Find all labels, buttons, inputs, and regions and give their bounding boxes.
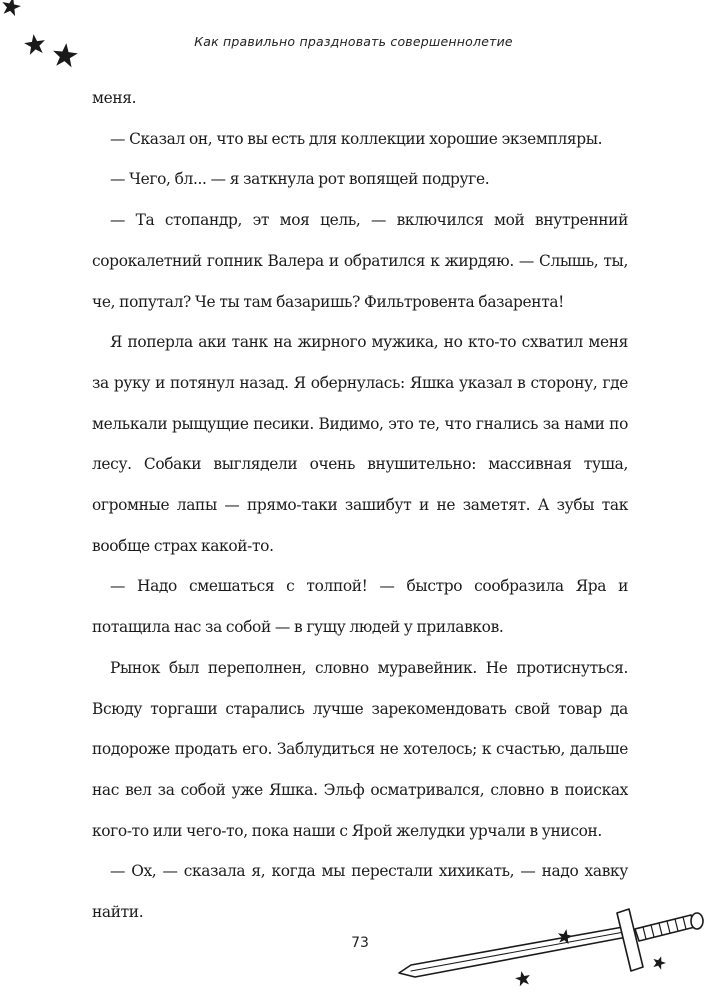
paragraph: — Ох, — сказала я, когда мы перестали хихикать, — надо хавку найти. [92,862,628,922]
paragraph: — Чего, бл... — я заткнула рот вопящей подруге. [110,170,490,189]
paragraph: меня. [92,89,137,107]
page-number: 73 [351,935,369,951]
paragraph: Я поперла аки танк на жирного мужика, но кто-то схватил меня за руку и потянул назад. Я обернулась: Яшка указал в сторону, где мелькали рыщущие песики. Видимо, это те, что гнались за нами по лесу. Собаки выглядели очень внушительно: массивная туша, огромные лапы — прямо-таки зашибут и не заметят. А зубы так вообще страх какой-то. [92,333,628,555]
paragraph: — Сказал он, что вы есть для коллекции хорошие экземпляры. [110,129,603,148]
sword-icon [395,905,707,996]
running-title: Как правильно праздновать совершеннолетие [194,34,513,49]
paragraph: — Та стопандр, эт моя цель, — включился мой внутренний сорокалетний гопник Валера и обратился к жирдяю. — Слышь, ты, че, попутал? Че ты там базаришь? Фильтровента базарента! [92,211,628,311]
star-icon [0,0,22,18]
body-text [92,78,628,933]
paragraph: — Надо смешаться с толпой! — быстро сообразила Яра и потащила нас за собой — в гущу людей у прилавков. [92,577,628,637]
paragraph: Рынок был переполнен, словно муравейник. Не протиснуться. Всюду торгаши старались лучше зарекомендовать свой товар да подороже продать его. Заблудиться не хотелось; к счастью, дальше нас вел за собой уже Яшка. Эльф осматривался, словно в поисках кого-то или чего-то, пока наши с Ярой желудки урчали в унисон. [92,658,628,840]
